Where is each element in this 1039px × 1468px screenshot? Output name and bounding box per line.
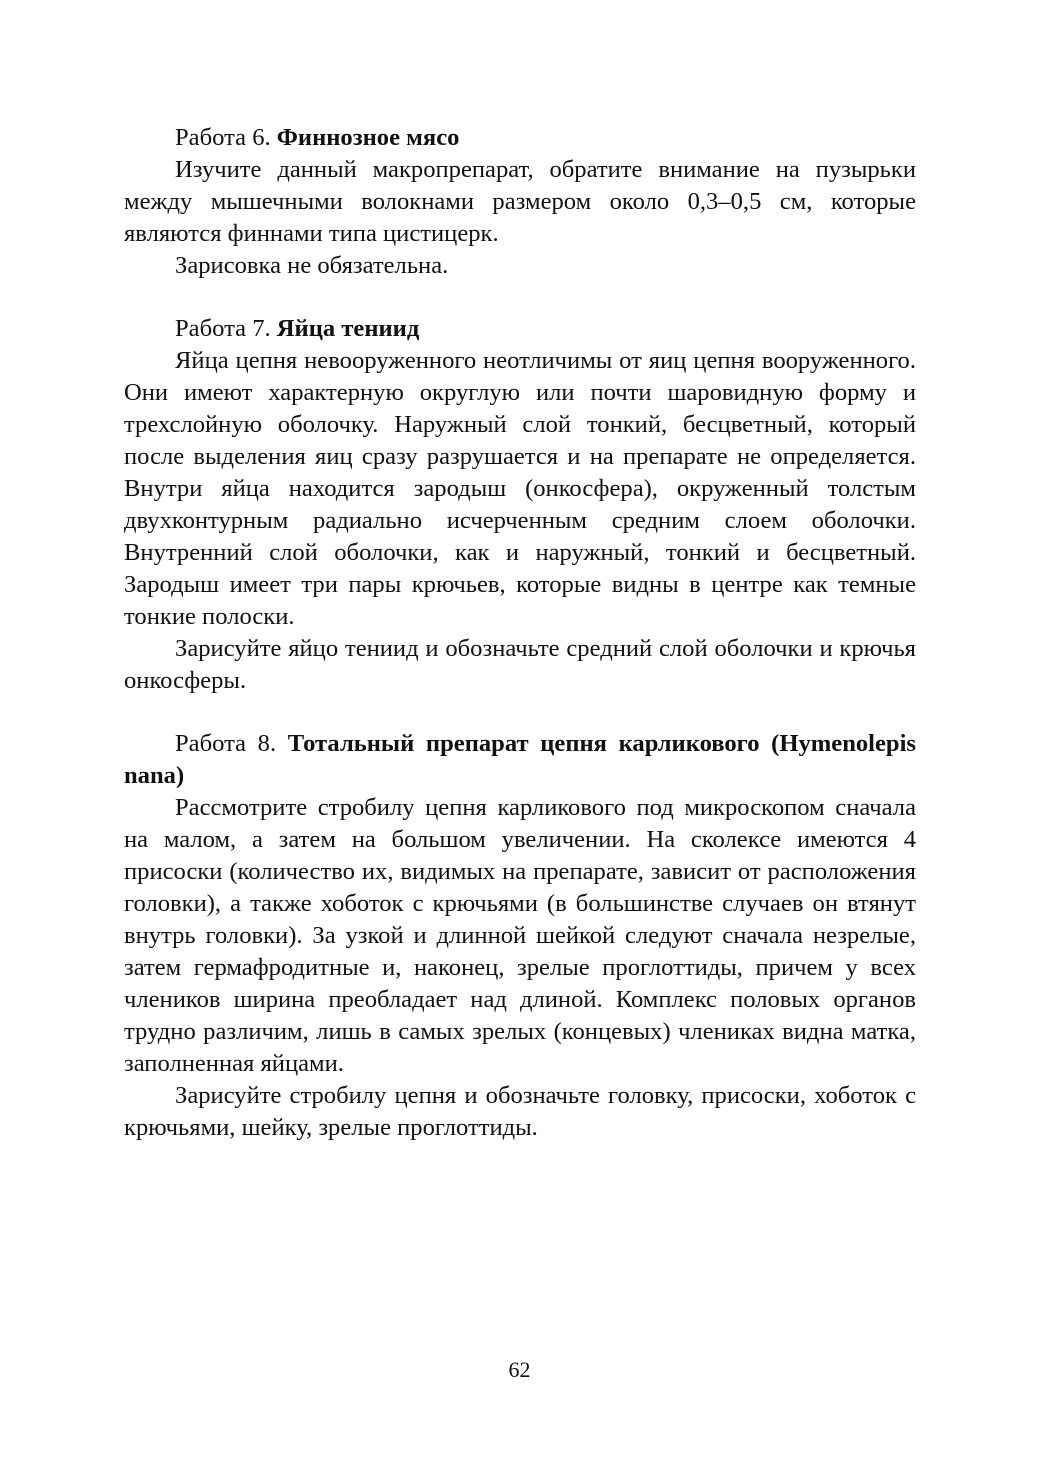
paragraph: Зарисовка не обязательна. [175, 252, 449, 279]
section-work-8 [124, 728, 916, 1144]
heading-prefix: Работа 6. [175, 124, 277, 151]
heading-prefix: Работа 7. [175, 315, 277, 342]
page-number: 62 [508, 1357, 531, 1382]
section-heading [124, 122, 916, 154]
paragraph: Зарисуйте яйцо тениид и обозначьте средний слой оболочки и крючья онкосферы. [124, 635, 916, 694]
section-work-6 [124, 122, 916, 282]
page-body [124, 122, 916, 1144]
paragraph: Рассмотрите стробилу цепня карликового под микроскопом сначала на малом, а затем на большом увеличении. На сколексе имеются 4 присоски (количество их, видимых на препарате, зависит от расположения головки), а также хоботок с крючьями (в большинстве случаев он втянут внутрь головки). За узкой и длинной шейкой следуют сначала незрелые, затем гермафродитные и, наконец, зрелые проглоттиды, причем у всех члеников ширина преобладает над длиной. Комплекс половых органов трудно различим, лишь в самых зрелых (концевых) члениках видна матка, заполненная яйцами. [124, 794, 916, 1077]
section-work-7 [124, 313, 916, 697]
section-heading [124, 728, 916, 792]
section-heading [124, 313, 916, 345]
paragraph: Зарисуйте стробилу цепня и обозначьте головку, присоски, хоботок с крючьями, шейку, зрелые проглоттиды. [124, 1082, 916, 1141]
heading-title: Яйца тениид [276, 315, 420, 342]
paragraph: Яйца цепня невооруженного неотличимы от яиц цепня вооруженного. Они имеют характерную округлую или почти шаровидную форму и трехслойную оболочку. Наружный слой тонкий, бесцветный, который после выделения яиц сразу разрушается и на препарате не определяется. Внутри яйца находится зародыш (онкосфера), окруженный толстым двухконтурным радиально исчерченным средним слоем оболочки. Внутренний слой оболочки, как и наружный, тонкий и бесцветный. Зародыш имеет три пары крючьев, которые видны в центре как темные тонкие полоски. [124, 347, 916, 630]
heading-prefix: Работа 8. [175, 730, 288, 757]
heading-title: Тотальный препарат цепня карликового (Hymenolepis nana) [124, 730, 916, 789]
heading-title: Финнозное мясо [276, 124, 460, 151]
paragraph: Изучите данный макропрепарат, обратите внимание на пузырьки между мышечными волокнами размером около 0,3–0,5 см, которые являются финнами типа цистицерк. [124, 156, 916, 247]
